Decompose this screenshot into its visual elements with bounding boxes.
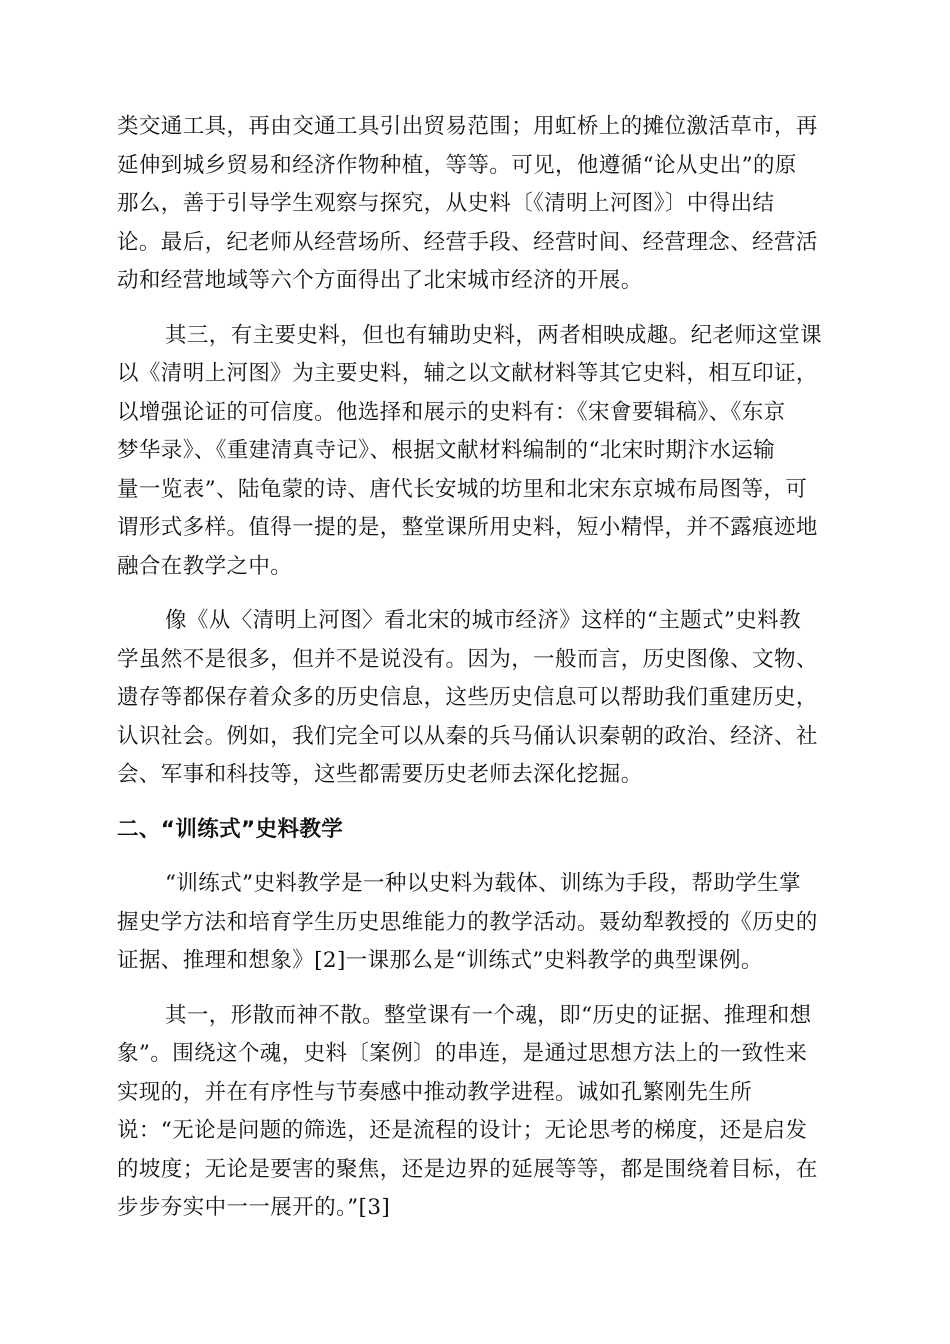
text-line: 说：“无论是问题的筛选，还是流程的设计；无论思考的梯度，还是启发 <box>117 1118 808 1143</box>
text-line: “训练式”史料教学是一种以史料为载体、训练为手段，帮助学生掌 <box>165 871 801 896</box>
text-line: 那么，善于引导学生观察与探究，从史料〔《清明上河图》〕中得出结 <box>117 191 775 216</box>
paragraph-training-intro <box>117 865 835 981</box>
text-line: 量一览表”、陆龟蒙的诗、唐代长安城的坊里和北宋东京城布局图等，可 <box>117 476 808 502</box>
paragraph-summary <box>117 602 835 795</box>
text-line: 其三，有主要史料，但也有辅助史料，两者相映成趣。纪老师这堂课 <box>165 322 823 348</box>
text-line: 学虽然不是很多，但并不是说没有。因为，一般而言，历史图像、文物、 <box>117 646 818 672</box>
text-line: 其一，形散而神不散。整堂课有一个魂，即“历史的证据、推理和想 <box>165 1002 812 1028</box>
text-line: 会、军事和科技等，这些都需要历史老师去深化挖掘。 <box>117 762 643 787</box>
text-line: 以增强论证的可信度。他选择和展示的史料有：《宋會要辑稿》、《东京 <box>117 399 786 425</box>
text-line: 梦华录》、《重建清真寺记》、根据文献材料编制的“北宋时期汴水运输 <box>117 438 776 463</box>
text-line: 以《清明上河图》为主要史料，辅之以文献材料等其它史料，相互印证， <box>117 361 818 386</box>
text-line: 的坡度；无论是要害的聚焦，还是边界的延展等等，都是围绕着目标，在 <box>117 1156 818 1182</box>
text-line: 认识社会。例如，我们完全可以从秦的兵马俑认识秦朝的政治、经济、社 <box>117 723 818 749</box>
text-line: 象”。围绕这个魂，史料〔案例〕的串连，是通过思想方法上的一致性来 <box>117 1041 808 1066</box>
text-line: 步步夯实中一一展开的。”[3] <box>117 1195 391 1220</box>
text-line: 握史学方法和培育学生历史思维能力的教学活动。聂幼犁教授的《历史的 <box>117 909 818 935</box>
paragraph-third-point <box>117 317 835 587</box>
section-heading: 二、“训练式”史料教学 <box>117 816 344 842</box>
paragraph-continuation <box>117 108 835 301</box>
text-line: 实现的，并在有序性与节奏感中推动教学进程。诚如孔繁刚先生所 <box>117 1079 753 1105</box>
document-page <box>117 108 835 1228</box>
text-line: 动和经营地域等六个方面得出了北宋城市经济的开展。 <box>117 268 643 293</box>
text-line: 遗存等都保存着众多的历史信息，这些历史信息可以帮助我们重建历史， <box>117 685 818 710</box>
text-line: 像《从〈清明上河图〉看北宋的城市经济》这样的“主题式”史料教 <box>165 608 801 633</box>
paragraph-first-point <box>117 997 835 1228</box>
text-line: 证据、推理和想象》[2]一课那么是“训练式”史料教学的典型课例。 <box>117 948 763 973</box>
text-line: 论。最后，纪老师从经营场所、经营手段、经营时间、经营理念、经营活 <box>117 229 818 255</box>
text-line: 融合在教学之中。 <box>117 553 293 579</box>
text-line: 延伸到城乡贸易和经济作物种植，等等。可见，他遵循“论从史出”的原 <box>117 152 797 178</box>
text-line: 类交通工具，再由交通工具引出贸易范围；用虹桥上的摊位激活草市，再 <box>117 114 818 139</box>
text-line: 谓形式多样。值得一提的是，整堂课所用史料，短小精悍，并不露痕迹地 <box>117 515 818 540</box>
